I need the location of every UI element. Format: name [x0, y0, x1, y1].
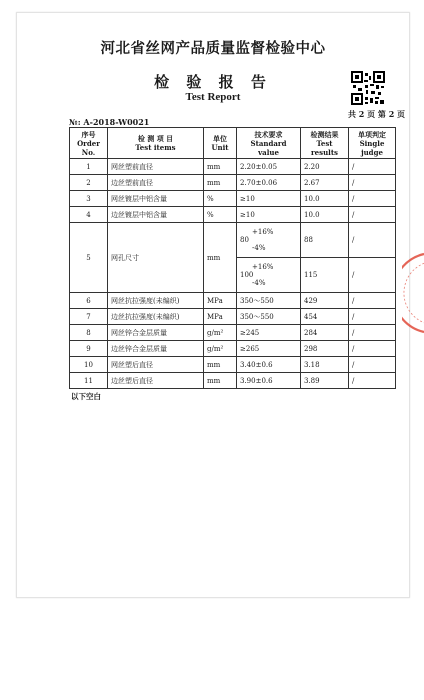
table-row: 10 网丝塑后直径 mm 3.40±0.6 3.18 / — [70, 357, 396, 373]
column-header-order: 序号 Order No. — [70, 128, 108, 159]
table-row: 11 边丝塑后直径 mm 3.90±0.6 3.89 / — [70, 373, 396, 389]
table-row: 4 边丝镀层中铝含量 % ≥10 10.0 / — [70, 207, 396, 223]
table-header-row — [70, 128, 396, 159]
table-row: 6 网丝抗拉强度(未编织) MPa 350～550 429 / — [70, 293, 396, 309]
test-results-table — [69, 127, 396, 389]
column-header-result: 检测结果 Test results — [301, 128, 349, 159]
mesh-standard-1: +16% 80 -4% — [237, 223, 301, 258]
table-row: 7 边丝抗拉强度(未编织) MPa 350～550 454 / — [70, 309, 396, 325]
column-header-unit: 单位 Unit — [204, 128, 237, 159]
report-number: №: A-2018-W0021 — [69, 117, 150, 127]
report-subtitle: Test Report — [185, 91, 241, 103]
report-title: 检 验 报 告 — [154, 73, 272, 91]
table-row: 1 网丝塑前直径 mm 2.20±0.05 2.20 / — [70, 159, 396, 175]
table-row: 8 网丝锌合金层质量 g/m² ≥245 284 / — [70, 325, 396, 341]
column-header-judge: 单项判定 Single judge — [349, 128, 396, 159]
table-row: 3 网丝镀层中铝含量 % ≥10 10.0 / — [70, 191, 396, 207]
table-row: 9 边丝锌合金层质量 g/m² ≥265 298 / — [70, 341, 396, 357]
end-of-content-note: 以下空白 — [71, 392, 101, 401]
page-indicator: 共 2 页 第 2 页 — [348, 109, 406, 119]
report-page — [16, 12, 410, 598]
table-row: 2 边丝塑前直径 mm 2.70±0.06 2.67 / — [70, 175, 396, 191]
table-row-mesh-2: +16% 100 -4% 115 / — [70, 258, 396, 293]
column-header-standard: 技术要求 Standard value — [237, 128, 301, 159]
seal-stamp-icon — [402, 248, 424, 338]
center-title: 河北省丝网产品质量监督检验中心 — [100, 40, 326, 57]
mesh-standard-2: +16% 100 -4% — [237, 258, 301, 293]
column-header-item: 检 测 项 目 Test items — [108, 128, 204, 159]
qr-code-icon — [351, 71, 385, 105]
table-row-mesh-1: 5 网孔尺寸 mm +16% 80 -4% 88 / — [70, 223, 396, 258]
